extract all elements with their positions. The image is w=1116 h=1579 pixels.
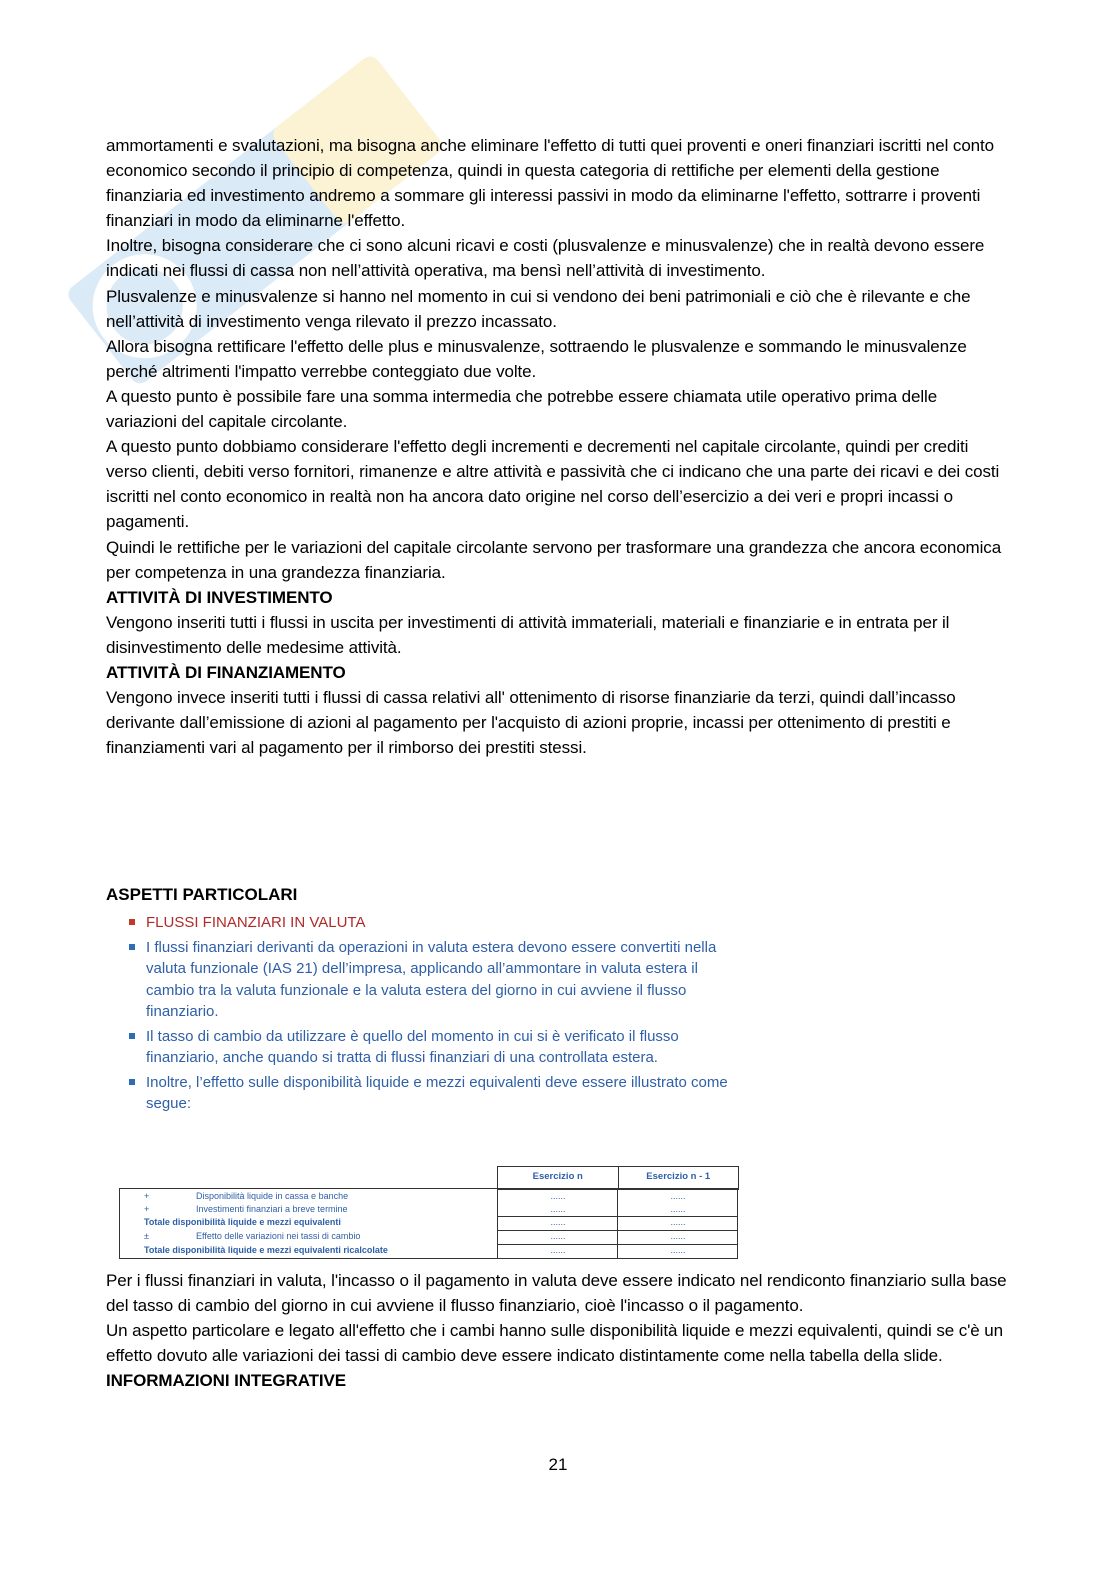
- row-value: ......: [670, 1231, 686, 1241]
- table-row-total: [120, 1217, 737, 1231]
- row-value: ......: [550, 1217, 566, 1227]
- heading-informazioni-integrative: INFORMAZIONI INTEGRATIVE: [106, 1371, 346, 1391]
- fx-effect-table: [119, 1166, 737, 1258]
- paragraph: A questo punto dobbiamo considerare l'effetto degli incrementi e decrementi nel capitale circolante, quindi per crediti verso clienti, debiti verso fornitori, rimanenze e altre attività e passività che ci indicano che una parte dei ricavi e dei costi iscritti nel conto economico in realtà non ha ancora dato origine nel corso dell’esercizio a dei veri e propri incassi o pagamenti.: [106, 437, 1000, 532]
- heading-finanziamento: ATTIVITÀ DI FINANZIAMENTO: [106, 662, 346, 682]
- slide-bullet-text: Il tasso di cambio da utilizzare è quello del momento in cui si è verificato il flusso finanziario, anche quando si tratta di flussi finanziari di una controllata estera.: [146, 1027, 679, 1066]
- fx-table-header: [497, 1166, 739, 1190]
- paragraph: Inoltre, bisogna considerare che ci sono alcuni ricavi e costi (plusvalenze e minusvalenze) che in realtà devono essere indicati nei flussi di cassa non nell’attività operativa, ma bensì nell’attività di investimento.: [106, 236, 985, 281]
- slide-title: [126, 912, 746, 934]
- bullet-icon: [129, 1079, 135, 1085]
- slide-excerpt: [126, 912, 746, 1118]
- slide-title-text: FLUSSI FINANZIARI IN VALUTA: [146, 914, 366, 931]
- row-value: ......: [550, 1245, 566, 1255]
- slide-bullet: [126, 1072, 746, 1115]
- column-header: Esercizio n - 1: [618, 1167, 739, 1189]
- row-label: Totale disponibilità liquide e mezzi equivalenti: [144, 1217, 341, 1227]
- slide-bullet: [126, 937, 746, 1023]
- paragraph: Quindi le rettifiche per le variazioni del capitale circolante servono per trasformare una grandezza che ancora economica per competenza in una grandezza finanziaria.: [106, 537, 1002, 582]
- paragraph: Vengono inseriti tutti i flussi in uscita per investimenti di attività immateriali, materiali e finanziarie e in entrata per il disinvestimento delle medesime attività.: [106, 612, 950, 657]
- heading-aspetti-particolari: ASPETTI PARTICOLARI: [106, 885, 298, 904]
- paragraph: A questo punto è possibile fare una somma intermedia che potrebbe essere chiamata utile operativo prima delle variazioni del capitale circolante.: [106, 386, 938, 432]
- table-row: [120, 1231, 737, 1245]
- row-sign: +: [144, 1191, 150, 1201]
- row-value: ......: [550, 1204, 566, 1214]
- paragraph: Un aspetto particolare e legato all'effetto che i cambi hanno sulle disponibilità liquide e mezzi equivalenti, quindi se c'è un effetto dovuto alle variazioni dei tassi di cambio deve essere indicato distintamente come nella tabella della slide.: [106, 1321, 1003, 1366]
- row-value: ......: [670, 1191, 686, 1201]
- slide-bullet-text: I flussi finanziari derivanti da operazioni in valuta estera devono essere convertiti nella valuta funzionale (IAS 21) dell’impresa, applicando all’ammontare in valuta estera il cambio tra la valuta funzionale e la valuta estera del giorno in cui avviene il flusso finanziario.: [146, 938, 717, 1020]
- row-sign: ±: [144, 1231, 149, 1241]
- row-value: ......: [670, 1217, 686, 1227]
- paragraph: Vengono invece inseriti tutti i flussi di cassa relativi all' ottenimento di risorse finanziarie da terzi, quindi dall’incasso derivante dall’emissione di azioni al pagamento per l'acquisto di azioni proprie, incassi per ottenimento di prestiti e finanziamenti vari al pagamento per il rimborso dei prestiti stessi.: [106, 688, 956, 758]
- bullet-icon: [129, 919, 135, 925]
- paragraph: Allora bisogna rettificare l'effetto delle plus e minusvalenze, sottraendo le plusvalenze e sommando le minusvalenze perché altrimenti l'impatto verrebbe conteggiato due volte.: [106, 336, 967, 381]
- page-number: 21: [548, 1455, 568, 1474]
- paragraph: ammortamenti e svalutazioni, ma bisogna anche eliminare l'effetto di tutti quei proventi e oneri finanziari iscritti nel conto economico secondo il principio di competenza, quindi in questa categoria di rettifiche per elementi della gestione finanziaria ed investimento andremo a sommare gli interessi passivi in modo da eliminarne l'effetto, sottrarre i proventi finanziari in modo da eliminarne l'effetto.: [106, 136, 995, 231]
- table-row: [120, 1191, 737, 1205]
- row-label: Investimenti finanziari a breve termine: [196, 1204, 348, 1214]
- row-value: ......: [550, 1191, 566, 1201]
- heading-investimento: ATTIVITÀ DI INVESTIMENTO: [106, 587, 333, 607]
- row-label: Effetto delle variazioni nei tassi di cambio: [196, 1231, 361, 1241]
- table-row: [120, 1204, 737, 1218]
- row-sign: +: [144, 1204, 150, 1214]
- row-value: ......: [670, 1204, 686, 1214]
- slide-bullet-text: Inoltre, l’effetto sulle disponibilità liquide e mezzi equivalenti deve essere illustrato come segue:: [146, 1073, 728, 1112]
- bullet-icon: [129, 1033, 135, 1039]
- paragraph: Per i flussi finanziari in valuta, l'incasso o il pagamento in valuta deve essere indicato nel rendiconto finanziario sulla base del tasso di cambio del giorno in cui avviene il flusso finanziario, cioè l'incasso o il pagamento.: [106, 1271, 1007, 1316]
- fx-table-body: [119, 1188, 738, 1259]
- slide-bullet: [126, 1026, 746, 1069]
- body-text-bottom: [106, 1268, 1011, 1393]
- row-value: ......: [670, 1245, 686, 1255]
- paragraph: Plusvalenze e minusvalenze si hanno nel momento in cui si vendono dei beni patrimoniali e ciò che è rilevante e che nell’attività di investimento venga rilevato il prezzo incassato.: [106, 286, 971, 331]
- table-row-total: [120, 1245, 737, 1259]
- row-label: Disponibilità liquide in cassa e banche: [196, 1191, 349, 1201]
- column-header: Esercizio n: [532, 1171, 583, 1182]
- body-text-top: [106, 133, 1011, 760]
- row-value: ......: [550, 1231, 566, 1241]
- row-label: Totale disponibilità liquide e mezzi equivalenti ricalcolate: [144, 1245, 388, 1255]
- bullet-icon: [129, 944, 135, 950]
